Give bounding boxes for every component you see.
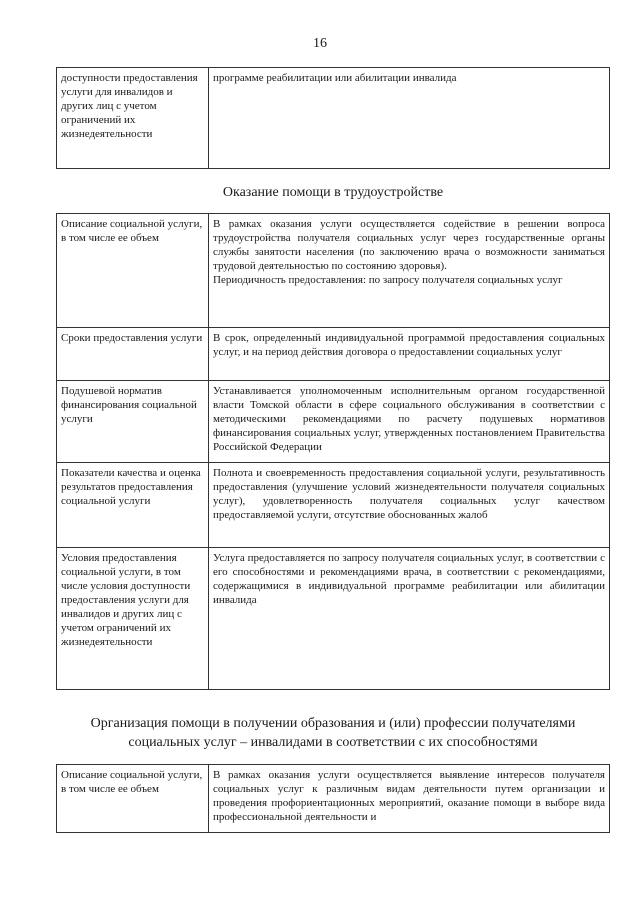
table-row <box>57 328 610 381</box>
row-label: Показатели качества и оценка результатов предоставления социальной услуги <box>57 463 209 548</box>
section-title-education <box>56 714 610 752</box>
section-title-line1: Организация помощи в получении образования и (или) профессии получателями <box>90 716 576 731</box>
description-text: В рамках оказания услуги осуществляется содействие в решении вопроса трудоустройства получателя социальных услуг через государственные органы службы занятости населения (по заключению врача о возможности заниматься трудовой деятельностью по состоянию здоровья). <box>213 218 605 272</box>
row-value: Полнота и своевременность предоставления социальной услуги, результативность предоставления (улучшение условий жизнедеятельности получателя социальных услуг), удовлетворенность получателя социальных услуг качеством предоставляемой услуги, отсутствие обоснованных жалоб <box>209 463 610 548</box>
section-title-line2: социальных услуг – инвалидами в соответствии с их способностями <box>128 735 538 750</box>
row-label: Описание социальной услуги, в том числе ее объем <box>57 214 209 328</box>
row-label: Подушевой норматив финансирования социальной услуги <box>57 381 209 463</box>
employment-table <box>56 213 610 690</box>
table-row <box>57 381 610 463</box>
row-value <box>209 214 610 328</box>
row-label: Сроки предоставления услуги <box>57 328 209 381</box>
section-title-employment: Оказание помощи в трудоустройстве <box>222 185 444 200</box>
table-row <box>57 68 610 169</box>
continuation-table <box>56 67 610 169</box>
row-value: Услуга предоставляется по запросу получателя социальных услуг, в соответствии с его способностями и рекомендациями врача, в соответствии с рекомендациями, содержащимися в индивидуальной программе реабилитации или абилитации инвалида <box>209 548 610 690</box>
table-row <box>57 214 610 328</box>
page-number: 16 <box>313 36 327 51</box>
table-row <box>57 765 610 833</box>
row-value: В срок, определенный индивидуальной программой предоставления социальных услуг, и на период действия договора о предоставлении социальных услуг <box>209 328 610 381</box>
row-value: Устанавливается уполномоченным исполнительным органом государственной власти Томской области в сфере социального обслуживания в соответствии с методическими рекомендациями по расчету подушевых нормативов финансирования социальных услуг, утвержденных постановлением Правительства Российской Федерации <box>209 381 610 463</box>
row-value: В рамках оказания услуги осуществляется выявление интересов получателя социальных услуг к различным видам деятельности путем организации и проведения профориентационных мероприятий, оказание помощи в выборе вида профессиональной деятельности и <box>209 765 610 833</box>
table-row <box>57 548 610 690</box>
periodicity-text: Периодичность предоставления: по запросу получателя социальных услуг <box>213 274 563 286</box>
education-table <box>56 764 610 833</box>
row-label: Условия предоставления социальной услуги, в том числе условия доступности предоставления услуги для инвалидов и других лиц с учетом ограничений их жизнедеятельности <box>57 548 209 690</box>
row-label: доступности предоставления услуги для инвалидов и других лиц с учетом ограничений их жизнедеятельности <box>57 68 209 169</box>
row-label: Описание социальной услуги, в том числе ее объем <box>57 765 209 833</box>
row-value: программе реабилитации или абилитации инвалида <box>209 68 610 169</box>
table-row <box>57 463 610 548</box>
